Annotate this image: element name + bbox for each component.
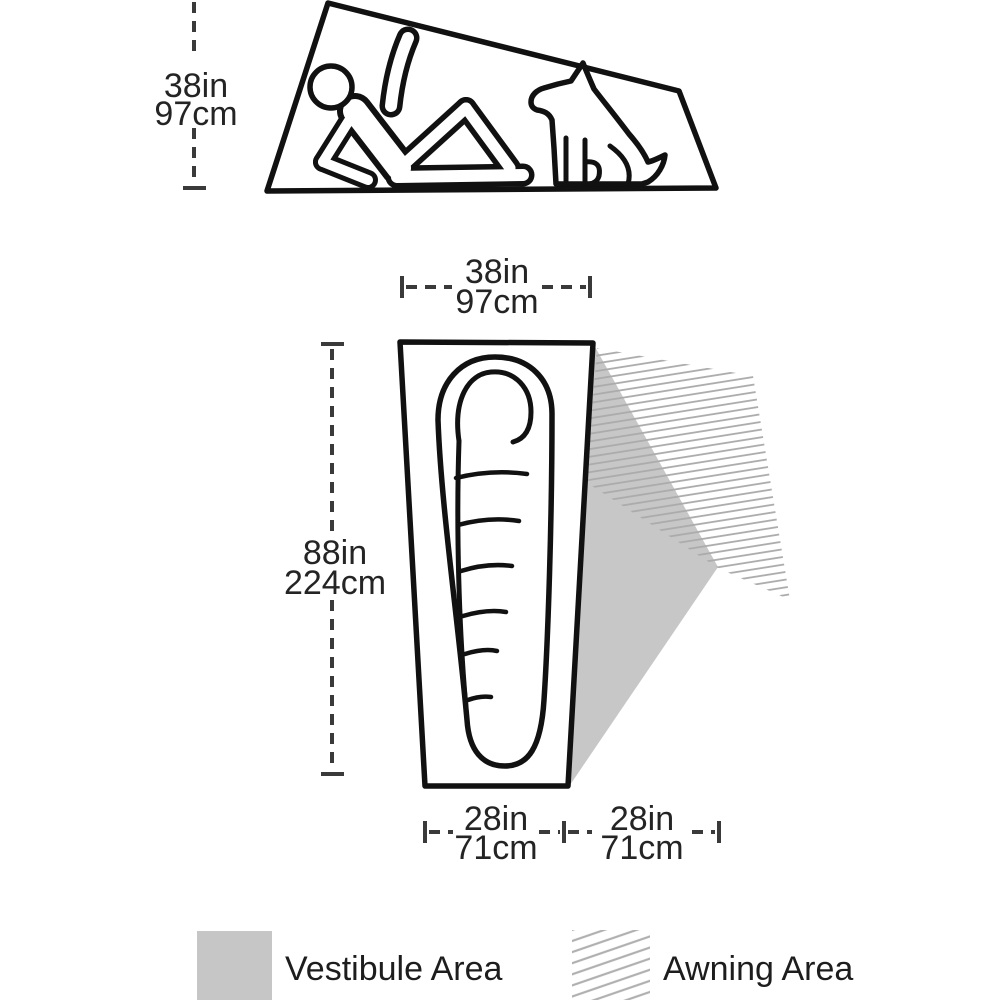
vestibule-width-inches: 28in — [609, 800, 675, 838]
top-width-inches: 38in — [464, 253, 530, 291]
legend-awning-swatch — [572, 930, 650, 1000]
legend-vestibule-swatch — [197, 931, 272, 1000]
legend-awning-label: Awning Area — [663, 950, 854, 988]
person-head — [310, 66, 352, 108]
vestibule-width-cm: 71cm — [600, 829, 684, 867]
height-dimension — [154, 2, 237, 188]
floor-plan — [284, 253, 790, 867]
legend — [197, 930, 853, 1000]
vestibule-width-dimension — [568, 800, 719, 867]
length-cm: 224cm — [283, 564, 387, 602]
side-height-cm: 97cm — [154, 95, 238, 133]
top-width-cm: 97cm — [455, 283, 539, 321]
length-dimension — [284, 344, 386, 774]
length-inches: 88in — [302, 534, 368, 572]
floor-width-dimension — [425, 800, 564, 867]
top-width-dimension — [402, 253, 590, 321]
floor-width-cm: 71cm — [454, 829, 538, 867]
side-height-inches: 38in — [163, 67, 229, 105]
legend-vestibule-label: Vestibule Area — [285, 950, 503, 988]
side-view — [154, 2, 716, 191]
floor-width-inches: 28in — [463, 800, 529, 838]
